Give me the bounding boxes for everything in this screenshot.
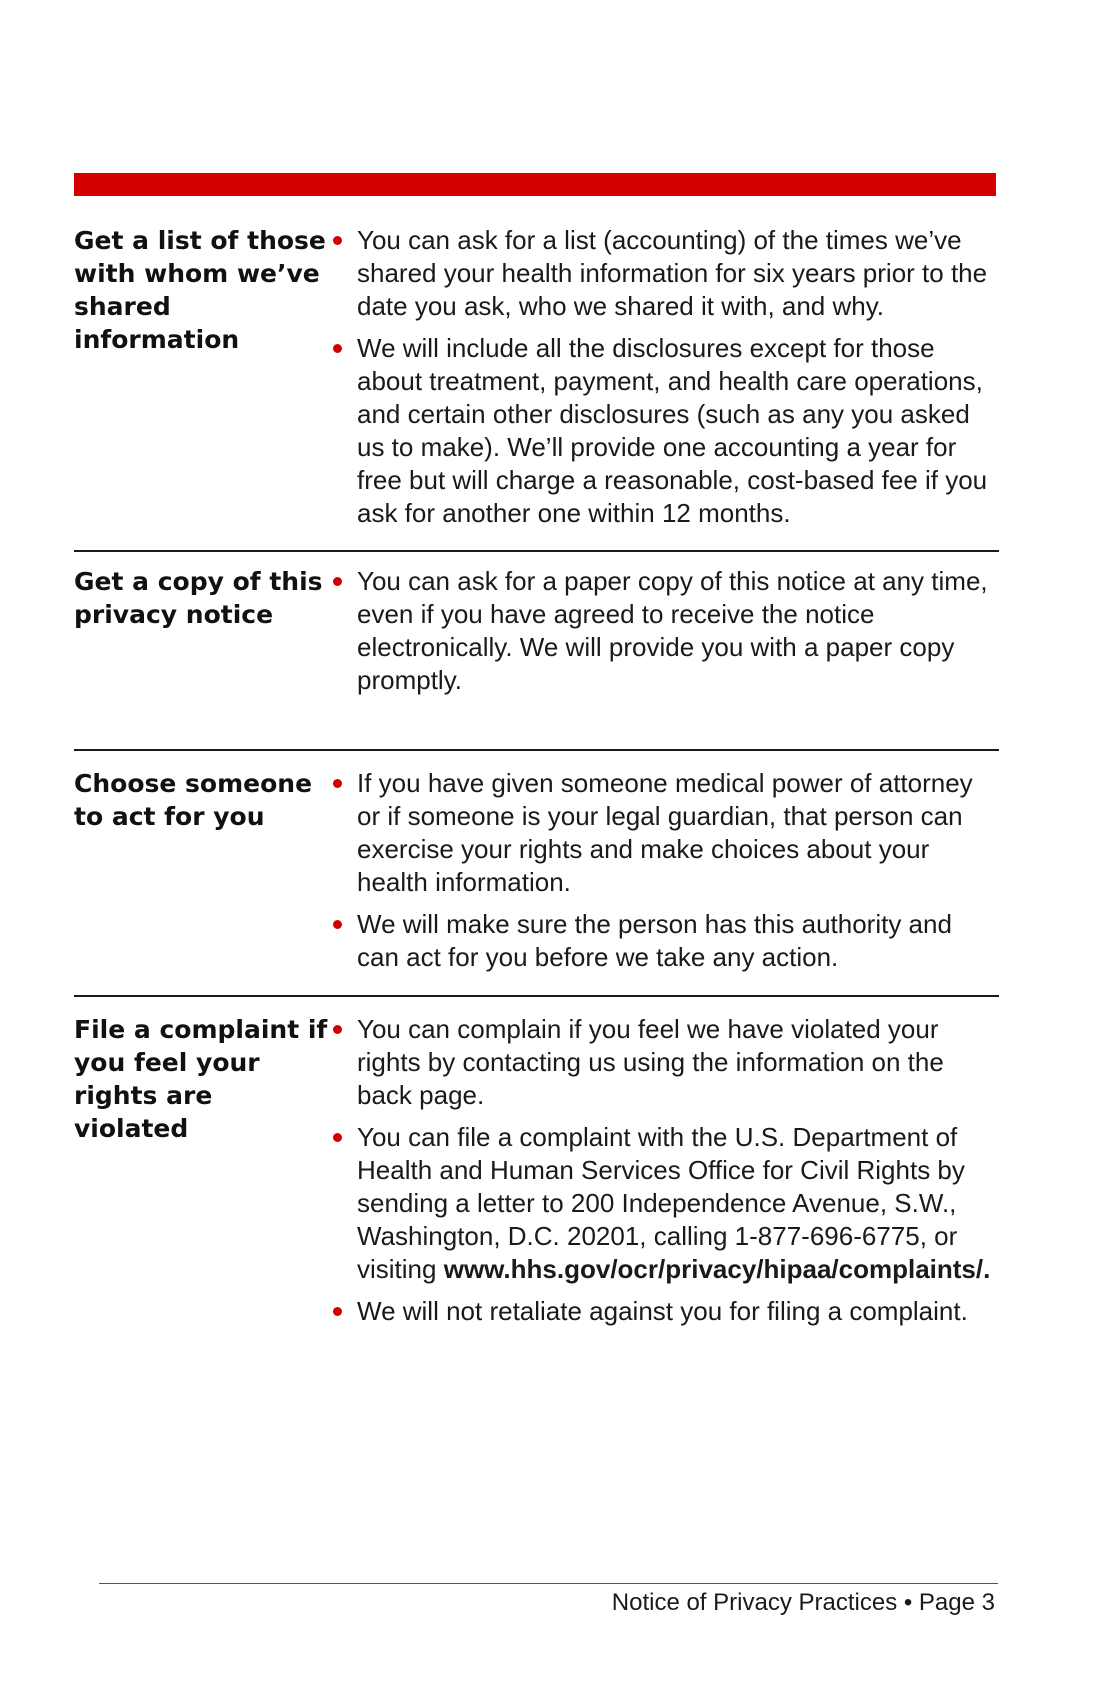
section-file-complaint xyxy=(74,997,999,1328)
bullet-dot-icon xyxy=(333,1307,342,1316)
bullet-dot-icon xyxy=(333,1025,342,1034)
section-get-list xyxy=(74,224,999,552)
header-red-bar xyxy=(74,173,996,196)
section-copy-notice xyxy=(74,552,999,751)
list-item xyxy=(330,565,999,697)
bullet-dot-icon xyxy=(333,344,342,353)
bullet-text: If you have given someone medical power of attorney or if someone is your legal guardian, that person can exercise your rights and make choices about your health information. xyxy=(357,768,973,897)
section-choose-someone xyxy=(74,751,999,997)
section-heading: Choose someone to act for you xyxy=(74,769,313,831)
list-item xyxy=(330,767,999,899)
list-item xyxy=(330,224,999,323)
footer-divider xyxy=(99,1583,998,1584)
bullet-text: We will not retaliate against you for filing a complaint. xyxy=(357,1296,968,1326)
bullet-dot-icon xyxy=(333,236,342,245)
list-item xyxy=(330,1013,999,1112)
bullet-dot-icon xyxy=(333,577,342,586)
page-footer: Notice of Privacy Practices • Page 3 xyxy=(611,1589,995,1616)
section-heading: File a complaint if you feel your rights are violated xyxy=(74,1015,328,1143)
bullet-dot-icon xyxy=(333,779,342,788)
list-item xyxy=(330,1121,999,1286)
bullet-text: We will make sure the person has this authority and can act for you before we take any action. xyxy=(357,909,952,972)
bullet-text: You can ask for a paper copy of this notice at any time, even if you have agreed to receive the notice electronically. We will provide you with a paper copy promptly. xyxy=(357,566,988,695)
section-content xyxy=(330,1013,999,1328)
hhs-complaint-link[interactable]: www.hhs.gov/ocr/privacy/hipaa/complaints/. xyxy=(443,1254,991,1284)
section-content xyxy=(330,224,999,550)
section-heading: Get a copy of this privacy notice xyxy=(74,567,323,629)
bullet-text: We will include all the disclosures except for those about treatment, payment, and health care operations, and certain other disclosures (such as any you asked us to make). We’ll provide one accounting a year for free but will charge a reasonable, cost-based fee if you ask for another one within 12 months. xyxy=(357,333,988,528)
bullet-text: You can file a complaint with the U.S. Department of Health and Human Services Office for Civil Rights by sending a letter to 200 Independence Avenue, S.W., Washington, D.C. 20201, calling 1-877-696-6775, or visiting xyxy=(357,1122,965,1284)
bullet-text: You can ask for a list (accounting) of the times we’ve shared your health information for six years prior to the date you ask, who we shared it with, and why. xyxy=(357,225,988,321)
section-content xyxy=(330,767,999,995)
list-item xyxy=(330,908,999,974)
list-item xyxy=(330,332,999,530)
section-content xyxy=(330,565,999,749)
bullet-dot-icon xyxy=(333,1133,342,1142)
section-heading: Get a list of those with whom we’ve shared information xyxy=(74,226,326,354)
list-item xyxy=(330,1295,999,1328)
bullet-dot-icon xyxy=(333,920,342,929)
rights-table xyxy=(74,224,999,1328)
bullet-text: You can complain if you feel we have violated your rights by contacting us using the information on the back page. xyxy=(357,1014,944,1110)
